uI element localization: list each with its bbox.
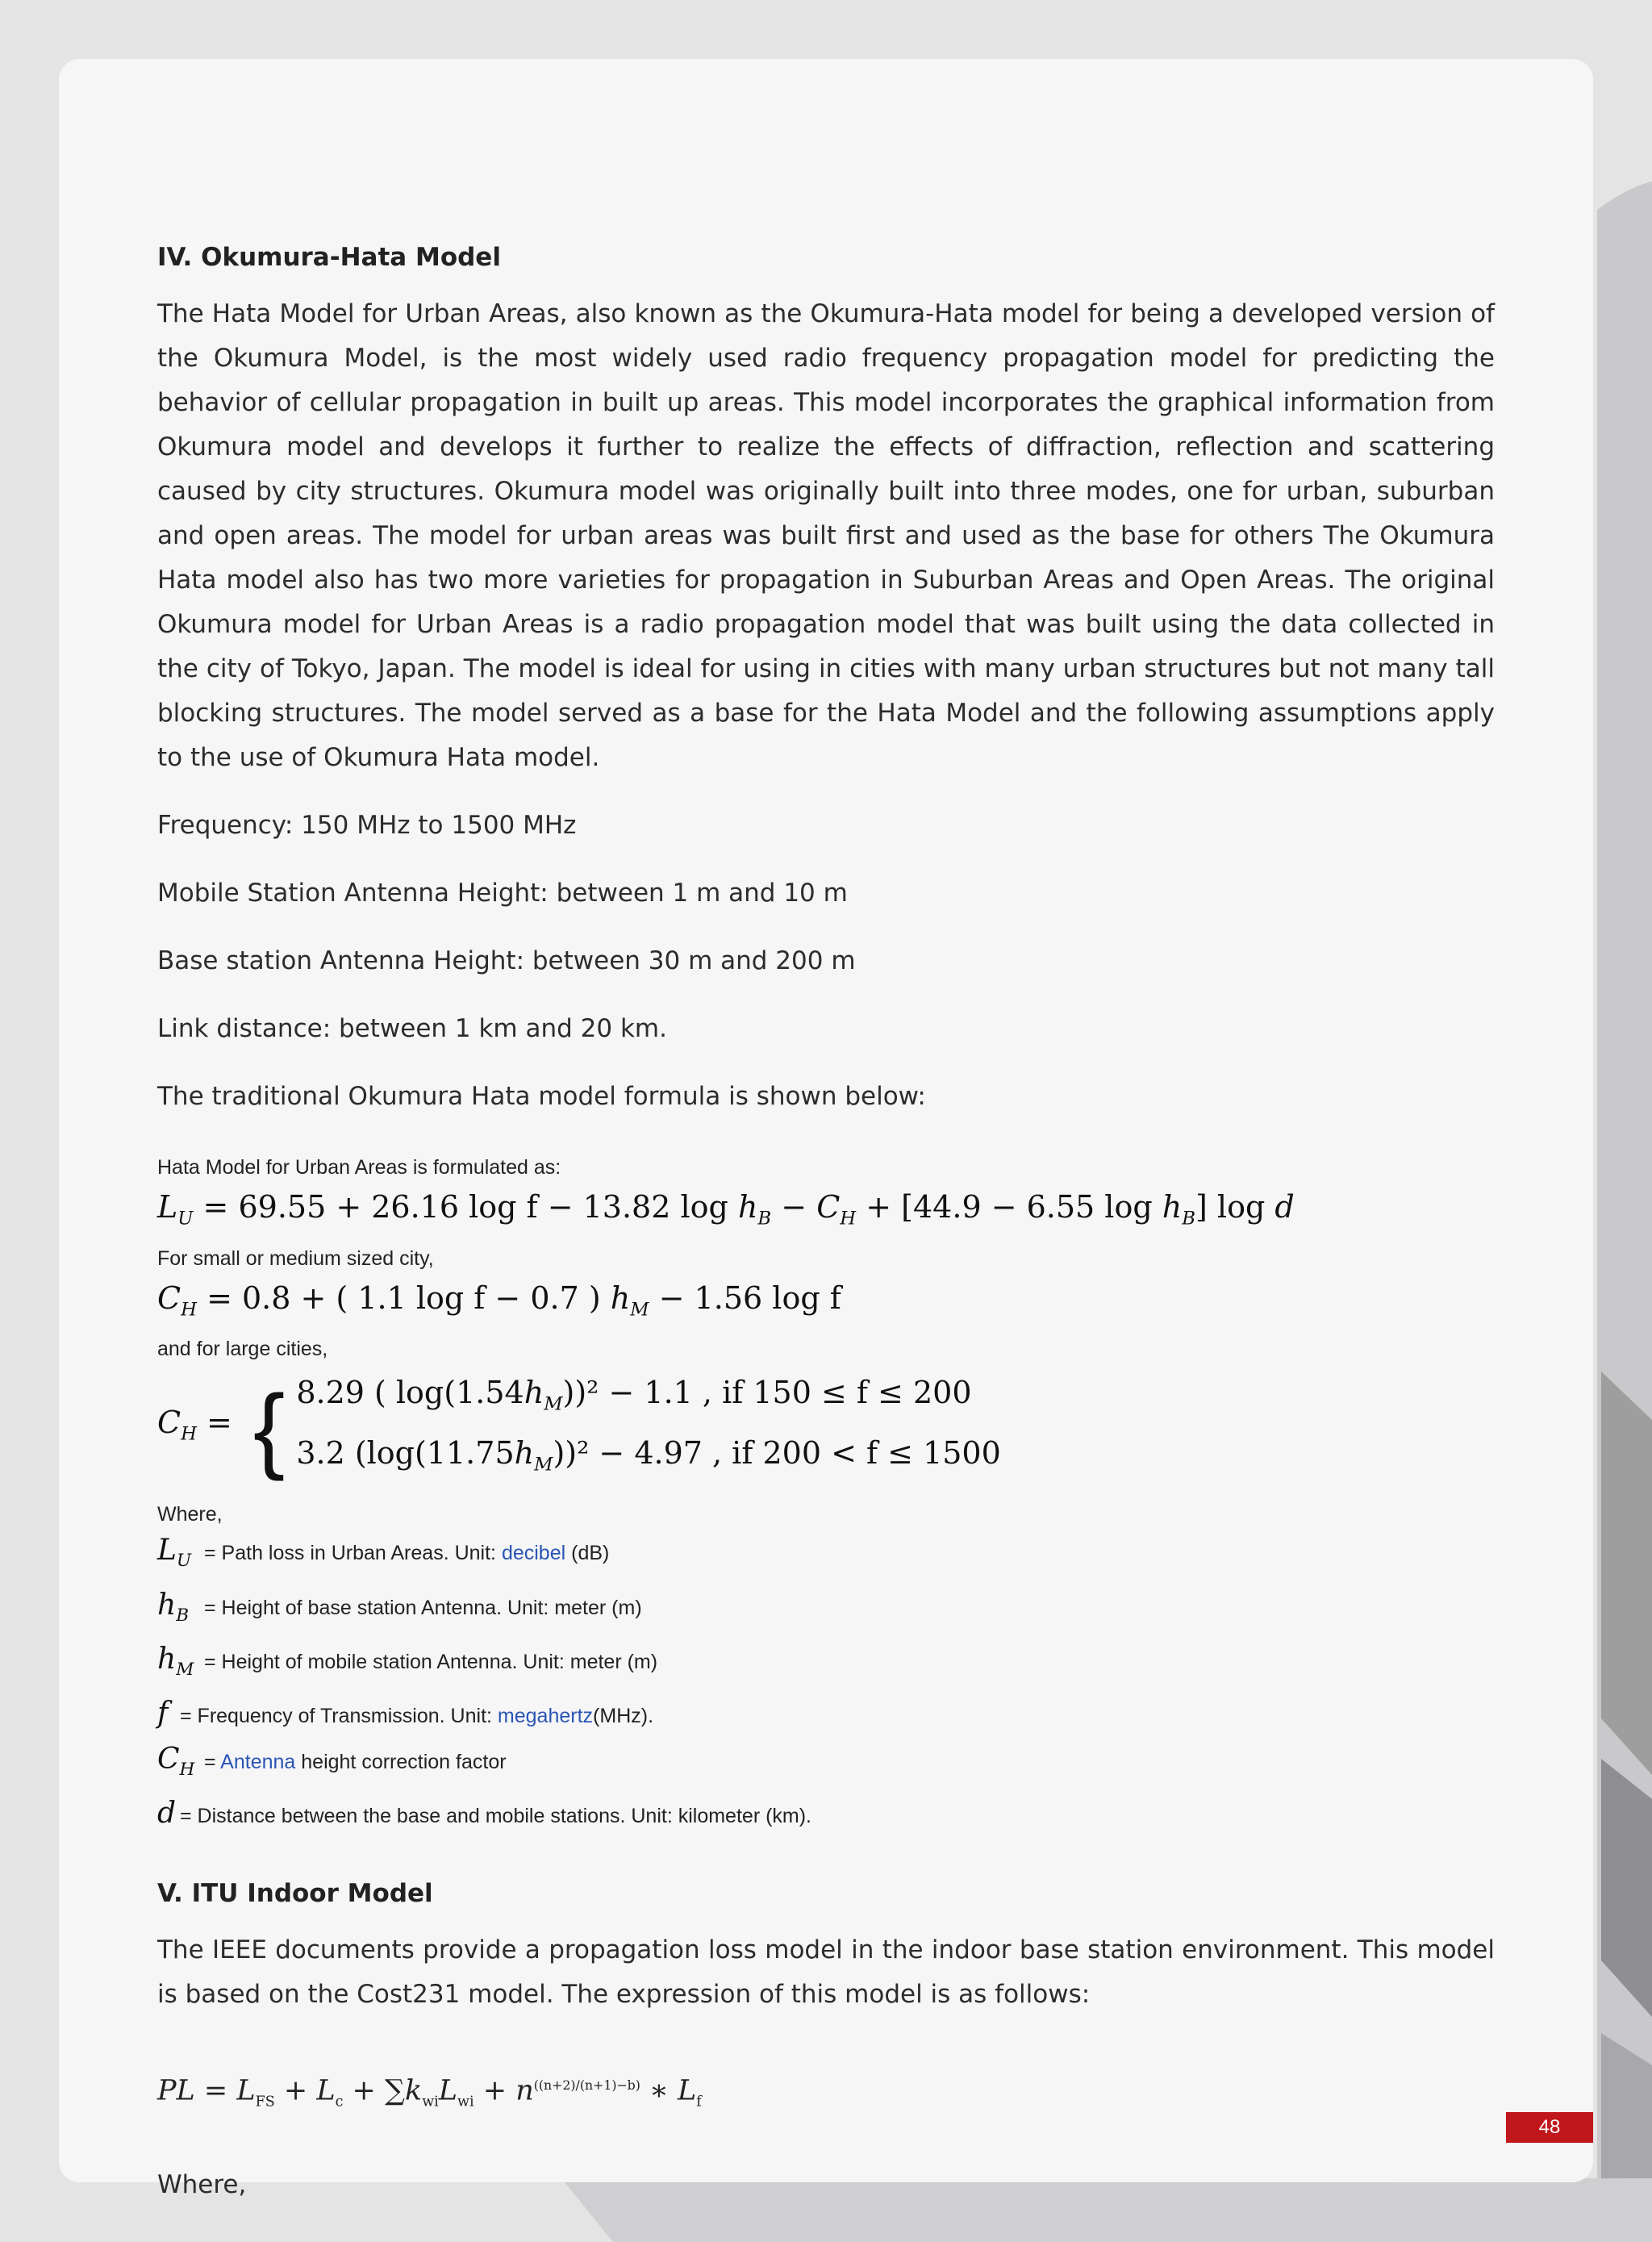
okumura-hata-paragraph: The Hata Model for Urban Areas, also known as the Okumura-Hata model for being a developed version of the Okumura Model, is the most widely used radio frequency propagation model for predicting the behavior of cellular propagation in built up areas. This model incorporates the graphical information from Okumura model and develops it further to realize the effects of diffraction, reflection and scattering caused by city structures. Okumura model was originally built into three modes, one for urban, suburban and open areas. The model for urban areas was built first and used as the base for others The Okumura Hata model also has two more varieties for propagation in Suburban Areas and Open Areas. The original Okumura model for Urban Areas is a radio propagation model that was built using the data collected in the city of Tokyo, Japan. The model is ideal for using in cities with many urban structures but not many tall blocking structures. The model served as a base for the Hata Model and the following assumptions apply to the use of Okumura Hata model. [157, 299, 1495, 772]
brace-symbol: { [252, 1375, 286, 1482]
section-heading-itu-indoor: V. ITU Indoor Model [157, 1879, 433, 1909]
document-content [157, 226, 1495, 2207]
var-ch: $C_H$ = Antenna height correction factor [157, 1742, 507, 1781]
assumption-mobile-height: Mobile Station Antenna Height: between 1 m and 10 m [157, 879, 848, 908]
antenna-link[interactable]: Antenna [220, 1750, 296, 1773]
formula-intro: The traditional Okumura Hata model formula is shown below: [157, 1082, 926, 1111]
var-lu: $L_U$ = Path loss in Urban Areas. Unit: decibel (dB) [157, 1534, 610, 1572]
equation-ch-small: $C_H = 0.8$ + ( 1.1 log f − 0.7 ) $h_M - 1.56$ log f [157, 1280, 841, 1321]
assumption-base-height: Base station Antenna Height: between 30 m and 200 m [157, 946, 856, 975]
case-high-frequency: 3.2 $(\log(11.75h_M))^2 - 4.97$ , if 200 < f ≤ 1500 [296, 1434, 1001, 1476]
assumption-link-distance: Link distance: between 1 km and 20 km. [157, 1014, 667, 1043]
megahertz-link[interactable]: megahertz [497, 1704, 594, 1727]
section-heading-okumura-hata: IV. Okumura-Hata Model [157, 243, 501, 272]
var-f: f = Frequency of Transmission. Unit: megahertz(MHz). [157, 1696, 654, 1730]
formula-caption-urban: Hata Model for Urban Areas is formulated as: [157, 1156, 561, 1179]
case-low-frequency: 8.29 ( $\log(1.54h_M))^2 - 1.1$ , if 150 ≤ f ≤ 200 [296, 1375, 972, 1415]
itu-indoor-formula: PL = $L_{FS} + L_c + \sum k_{wi}L_{wi} + n^{((n+2)/(n+1)-b)}$ ∗ $L_f$ [157, 2074, 702, 2110]
itu-indoor-paragraph: The IEEE documents provide a propagation loss model in the indoor base station environment. This model is based on the Cost231 model. The expression of this model is as follows: [157, 1935, 1495, 2010]
hata-formula-block [157, 1153, 1495, 1838]
formula-where: Where, [157, 1503, 223, 1526]
page-number-badge: 48 [1506, 2112, 1593, 2143]
formula-caption-large-city: and for large cities, [157, 1338, 328, 1361]
var-hm: $h_M$ = Height of mobile station Antenna. Unit: meter (m) [157, 1642, 658, 1680]
formula-caption-small-city: For small or medium sized city, [157, 1246, 434, 1270]
var-hb: $h_B$ = Height of base station Antenna. Unit: meter (m) [157, 1588, 642, 1626]
var-d: d = Distance between the base and mobile stations. Unit: kilometer (km). [157, 1797, 812, 1831]
decibel-link[interactable]: decibel [501, 1542, 566, 1565]
equation-ch-large: $C_H$ = { 8.29 ( $\log(1.54h_M))^2 - 1.1$ , if 150 ≤ f ≤ 200 3.2 $(\log(11.75h_M))^2 - 4.97$ , if 200 < f ≤ 1500 [157, 1368, 1495, 1488]
equation-lu: $L_U = 69.55 + 26.16$ log f − 13.82 $\log h_B - C_H + [44.9 - 6.55$ $\log h_B$] log d [157, 1189, 1295, 1230]
assumption-frequency: Frequency: 150 MHz to 1500 MHz [157, 811, 577, 840]
itu-where: Where, [157, 2169, 247, 2199]
